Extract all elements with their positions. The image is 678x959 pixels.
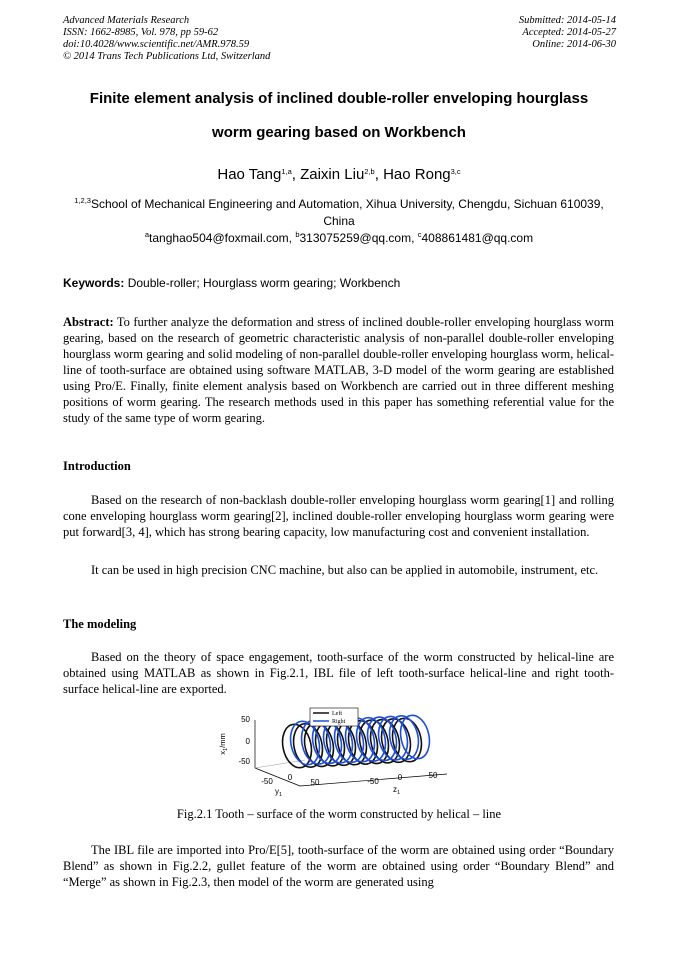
- abstract-text: To further analyze the deformation and stress of inclined double-roller enveloping hourglass worm gearing, based on the research of geometric characteristic analysis of non-parallel double-roller enveloping hourglass worm gearing and solid modeling of non-parallel double-roller enveloping hourglass worm, helical-line of tooth-surface are obtained using software MATLAB, 3-D model of the worm gearing are established using Pro/E. Finally, finite element analysis based on Workbench are carried out in three different meshing positions of worm gearing. The research methods used in this paper has something referential value for the study of the same type of worm gearing.: [63, 315, 614, 425]
- journal-doi[interactable]: doi:10.4028/www.scientific.net/AMR.978.59: [63, 39, 250, 50]
- tick-label: 0: [245, 737, 250, 746]
- email-address[interactable]: tanghao504@foxmail.com,: [149, 231, 296, 245]
- author-name: Hao Tang: [217, 166, 282, 183]
- email-sup: b: [295, 230, 300, 239]
- section-heading-modeling: The modeling: [63, 617, 137, 631]
- paper-title-line-2: worm gearing based on Workbench: [212, 124, 466, 141]
- affiliation-sup: 1,2,3: [74, 196, 91, 205]
- tick-label: 50: [241, 715, 250, 724]
- author-separator: ,: [374, 166, 384, 183]
- journal-info: [63, 15, 270, 63]
- author-name: Hao Rong: [383, 166, 451, 183]
- intro-paragraph-2: It can be used in high precision CNC machine, but also can be applied in automobile, instrument, etc.: [91, 563, 599, 577]
- author-sup: 1,a: [281, 167, 292, 176]
- author-name: Zaixin Liu: [300, 166, 365, 183]
- author-list: [0, 166, 678, 183]
- tick-label: 50: [310, 778, 320, 787]
- keywords-label: Keywords:: [63, 276, 125, 290]
- journal-name: Advanced Materials Research: [63, 15, 190, 26]
- affiliation-text: School of Mechanical Engineering and Automation, Xihua University, Chengdu, Sichuan 610039, China: [90, 197, 604, 228]
- abstract-label: Abstract:: [63, 315, 114, 329]
- keywords-text: Double-roller; Hourglass worm gearing; Workbench: [124, 276, 401, 290]
- legend-label-right: Right: [332, 719, 346, 725]
- affiliation: [70, 196, 608, 230]
- tick-label: -50: [261, 777, 273, 786]
- email-list: [70, 230, 608, 247]
- figure-caption: Fig.2.1 Tooth – surface of the worm constructed by helical – line: [176, 807, 502, 821]
- tick-label: 0: [287, 773, 293, 782]
- email-sup: c: [417, 230, 422, 239]
- date-submitted: Submitted: 2014-05-14: [518, 15, 616, 26]
- modeling-paragraph-1: Based on the theory of space engagement, tooth-surface of the worm constructed by helical-line are obtained using MATLAB as shown in Fig.2.1, IBL file of left tooth-surface helical-line and right tooth-surface helical-line are exported.: [63, 650, 614, 696]
- tick-label: -50: [238, 757, 250, 766]
- y-axis-label: $y_1$: [275, 787, 283, 796]
- author-separator: ,: [291, 166, 301, 183]
- journal-issn: ISSN: 1662-8985, Vol. 978, pp 59-62: [63, 27, 219, 38]
- modeling-paragraph-2: The IBL file are imported into Pro/E[5], tooth-surface of the worm are obtained using order “Boundary Blend” as shown in Fig.2.2, gullet feature of the worm are obtained using order “Boundary Blend” and “Merge” as shown in Fig.2.3, then model of the worm are generated using: [63, 843, 614, 889]
- tick-label: 50: [428, 771, 438, 780]
- legend-label-left: Left: [332, 711, 342, 717]
- date-accepted: Accepted: 2014-05-27: [522, 27, 616, 38]
- paper-title-line-1: Finite element analysis of inclined double-roller enveloping hourglass: [89, 90, 589, 107]
- date-online: Online: 2014-06-30: [532, 39, 616, 50]
- z-axis-label: $z_1$: [393, 785, 401, 796]
- email-address[interactable]: 313075259@qq.com,: [299, 231, 418, 245]
- author-sup: 3,c: [450, 167, 461, 176]
- keywords: [63, 276, 618, 290]
- author-sup: 2,b: [364, 167, 375, 176]
- section-heading-introduction: Introduction: [63, 459, 131, 473]
- publication-dates: [519, 15, 616, 51]
- intro-paragraph-1: Based on the research of non-backlash double-roller enveloping hourglass worm gearing[1] and rolling cone enveloping hourglass worm gearing[2], inclined double-roller enveloping hourglass worm gearing were put forward[3, 4], which has strong bearing capacity, low manufacturing cost and convenient installation.: [63, 493, 614, 539]
- tick-label: 0: [397, 773, 403, 782]
- email-sup: a: [144, 230, 150, 239]
- figure-worm-helical-lines: [205, 706, 455, 796]
- tick-label: -50: [367, 777, 379, 786]
- abstract: [63, 314, 614, 426]
- journal-copyright: © 2014 Trans Tech Publications Ltd, Switzerland: [63, 51, 271, 62]
- email-address[interactable]: 408861481@qq.com: [421, 231, 534, 245]
- x-axis-label: $x_1/mm$: [218, 733, 229, 755]
